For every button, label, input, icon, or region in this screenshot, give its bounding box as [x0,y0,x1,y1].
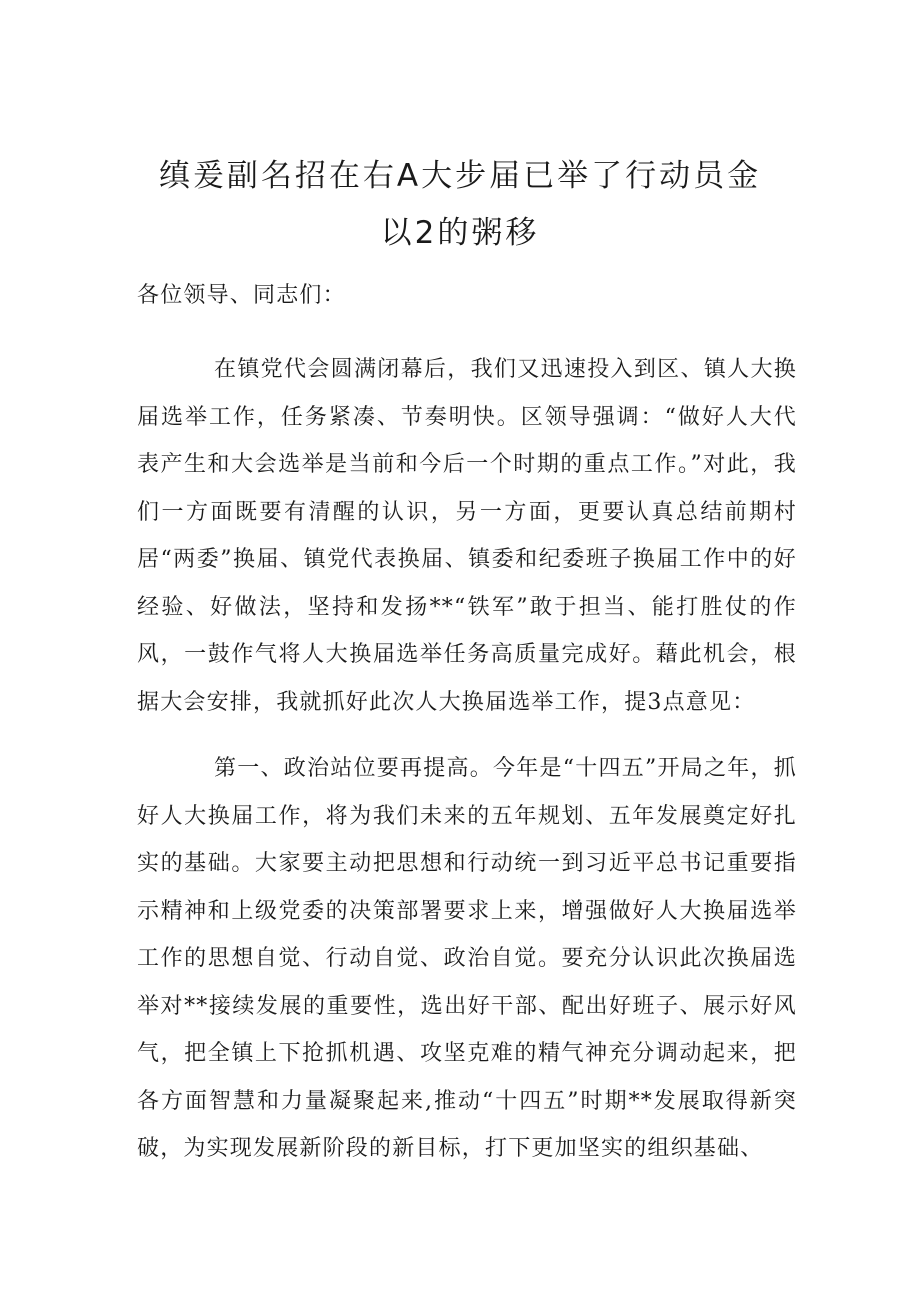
document-title-line-2: 以2的粥移 [380,215,540,251]
document-title-line-1: 缜爰副名招在右A大步届已举了行动员金 [158,158,762,194]
body-paragraph-2: 第一、政治站位要再提高。今年是“十四五”开局之年，抓好人大换届工作，将为我们未来的五年规划、五年发展奠定好扎实的基础。大家要主动把思想和行动统一到习近平总书记重要指示精神和上级党委的决策部署要求上来，增强做好人大换届选举工作的思想自觉、行动自觉、政治自觉。要充分认识此次换届选举对**接续发展的重要性，选出好干部、配出好班子、展示好风气，把全镇上下抢抓机遇、攻坚克难的精气神充分调动起来，把各方面智慧和力量凝聚起来,推动“十四五”时期**发展取得新突破，为实现发展新阶段的新目标，打下更加坚实的组织基础、 [137,756,797,1161]
salutation: 各位领导、同志们： [137,283,346,308]
body-paragraph-1: 在镇党代会圆满闭幕后，我们又迅速投入到区、镇人大换届选举工作，任务紧凑、节奏明快。区领导强调：“做好人大代表产生和大会选举是当前和今后一个时期的重点工作。”对此，我们一方面既要有清醒的认识，另一方面，更要认真总结前期村居“两委”换届、镇党代表换届、镇委和纪委班子换届工作中的好经验、好做法，坚持和发扬**“铁军”敢于担当、能打胜仗的作风，一鼓作气将人大换届选举任务高质量完成好。藉此机会，根据大会安排，我就抓好此次人大换届选举工作，提3点意见： [137,357,797,715]
